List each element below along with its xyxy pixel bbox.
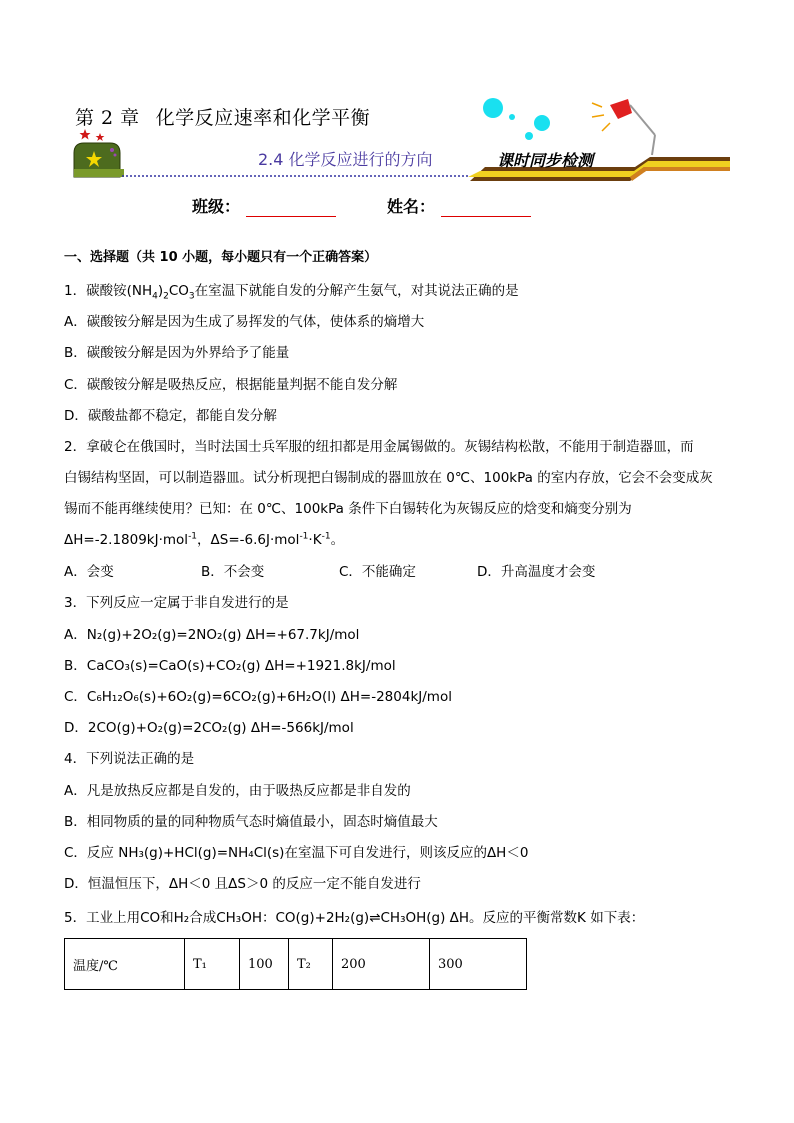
q3-stem: 3．下列反应一定属于非自发进行的是: [64, 595, 289, 611]
q4-option-c: C．反应 NH₃(g)+HCl(g)=NH₄Cl(s)在室温下可自发进行，则该反应的ΔH＜0: [64, 845, 529, 861]
q1-option-b: B．碳酸铵分解是因为外界给予了能量: [64, 345, 290, 361]
section-title: 2.4 化学反应进行的方向: [258, 150, 433, 169]
q4-option-a: A．凡是放热反应都是自发的，由于吸热反应都是非自发的: [64, 783, 411, 799]
q2-stem-line1: 2．拿破仑在俄国时，当时法国士兵军服的纽扣都是用金属锡做的。灰锡结构松散，不能用于制造器皿，而: [64, 439, 694, 455]
q2-options: [64, 560, 595, 580]
q4-option-d: D．恒温恒压下，ΔH＜0 且ΔS＞0 的反应一定不能自发进行: [64, 876, 421, 892]
q3-option-a: A．N₂(g)+2O₂(g)=2NO₂(g) ΔH=+67.7kJ/mol: [64, 627, 360, 643]
q2-option-d: D．升高温度才会变: [477, 564, 596, 580]
bubbles-icon: [483, 98, 550, 140]
q1-stem: 1．碳酸铵$(NH_4)_2CO_3$在室温下就能自发的分解产生氨气，对其说法正确的是: [64, 283, 519, 302]
name-field: [387, 194, 531, 217]
star-badge-icon: [74, 129, 124, 177]
class-label: 班级：: [192, 197, 241, 216]
table-cell: 300: [430, 939, 527, 990]
chapter-title: 化学反应速率和化学平衡: [155, 107, 371, 129]
q4-option-b: B．相同物质的量的同种物质气态时熵值最小，固态时熵值最大: [64, 814, 438, 830]
q2-option-c: C．不能确定: [339, 564, 416, 580]
q3-option-b: B．CaCO₃(s)=CaO(s)+CO₂(g) ΔH=+1921.8kJ/mol: [64, 658, 396, 674]
q2-option-b: B．不会变: [201, 564, 265, 580]
q5-stem: 5．工业上用CO和H₂合成CH₃OH：CO(g)+2H₂(g)⇌CH₃OH(g) ΔH。反应的平衡常数K 如下表：: [64, 910, 645, 926]
section-heading: 一、选择题（共 10 小题，每小题只有一个正确答案）: [64, 250, 378, 265]
table-cell: T₁: [185, 939, 240, 990]
table-cell: 温度/℃: [65, 939, 185, 990]
q2-option-a: A．会变: [64, 564, 114, 580]
q1-option-a: A．碳酸铵分解是因为生成了易挥发的气体，使体系的熵增大: [64, 314, 425, 330]
q2-stem-line3: 锡而不能再继续使用？已知：在 0℃、100kPa 条件下白锡转化为灰锡反应的焓变和熵变分别为: [64, 501, 632, 517]
table-cell: T₂: [289, 939, 333, 990]
desk-lamp-icon: [592, 99, 655, 155]
q1-option-d: D．碳酸盐都不稳定，都能自发分解: [64, 408, 277, 424]
name-blank[interactable]: [441, 200, 531, 217]
q4-stem: 4．下列说法正确的是: [64, 751, 195, 767]
name-label: 姓名：: [387, 197, 436, 216]
q1-option-c: C．碳酸铵分解是吸热反应，根据能量判据不能自发分解: [64, 377, 398, 393]
q3-option-c: C．C₆H₁₂O₆(s)+6O₂(g)=6CO₂(g)+6H₂O(l) ΔH=-2804kJ/mol: [64, 689, 452, 705]
table-cell: 200: [333, 939, 430, 990]
q3-option-d: D．2CO(g)+O₂(g)=2CO₂(g) ΔH=-566kJ/mol: [64, 720, 354, 736]
table-row: [65, 939, 527, 990]
equilibrium-constant-table: [64, 938, 527, 990]
q2-stem-line4: ΔH=-2.1809kJ·mol$^{-1}$，$\Delta S=-6.6J\cdot mol^{-1}\cdot K^{-1}$。: [64, 531, 345, 548]
banner-label: 课时同步检测: [497, 151, 594, 170]
chapter-number: 第 2 章: [75, 107, 140, 129]
table-cell: 100: [240, 939, 289, 990]
class-field: [192, 194, 336, 217]
q2-stem-line2: 白锡结构坚固，可以制造器皿。试分析现把白锡制成的器皿放在 0℃、100kPa 的室内存放，它会不会变成灰: [64, 470, 713, 486]
chapter-heading: [75, 103, 370, 130]
class-blank[interactable]: [246, 200, 336, 217]
